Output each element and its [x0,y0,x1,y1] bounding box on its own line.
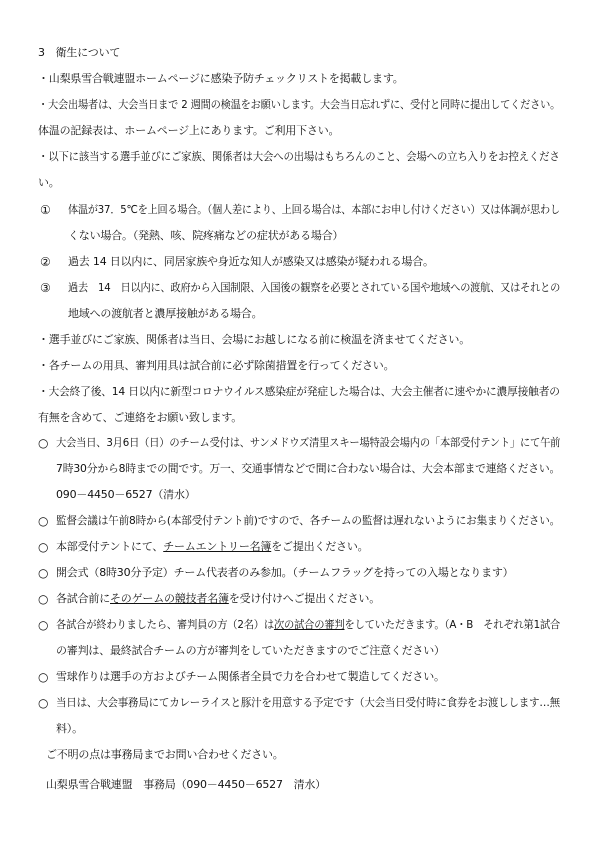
numbered-item-text: 過去 14 日以内に、政府から入国制限、入国後の観察を必要とされている国や地域への渡航、又はそれとの [68,281,561,294]
circle-item-text: 開会式（8時30分予定）チーム代表者のみ参加。（チームフラッグを持っての入場となります） [56,566,514,579]
bullet-line: ・以下に該当する選手並びにご家族、関係者は大会への出場はもちろんのこと、会場への立ち入りをお控えくださ [38,150,560,163]
circle-item-text [56,592,380,606]
circle-marker-icon: ○ [38,670,49,684]
bullet-line: 有無を含めて、ご連絡をお願い致します。 [38,411,243,424]
text-segment: 各試合が終わりましたら、審判員の方（2名）は [56,618,274,631]
bullet-line: ・各チームの用具、審判用具は試合前に必ず除菌措置を行ってください。 [38,359,395,372]
numbered-item-text: 体温が37．5℃を上回る場合。（個人差により、上回る場合は、本部にお申し付けください）又は体調が思わし [68,203,560,216]
circle-marker-icon: ○ [38,618,49,632]
bullet-line: い。 [38,176,60,189]
circle-marker-icon: ○ [38,514,49,528]
signature: 山梨県雪合戦連盟 事務局（090－4450－6527 清水） [46,778,326,791]
circle-marker-icon: ○ [38,566,49,580]
numbered-item-text: 地域への渡航者と濃厚接触がある場合。 [68,307,263,320]
section-heading: 3 衛生について [38,46,121,59]
text-segment: をしていただきます。（A・B それぞれ第1試合 [344,618,561,631]
circle-item-text: 7時30分から8時までの間です。万一、交通事情などで間に合わない場合は、大会本部まで連絡ください。 [56,462,561,475]
circle-item-text [56,618,560,632]
text-segment: 本部受付テントにて、 [56,540,164,553]
bullet-line: ・大会終了後、14 日以内に新型コロナウイルス感染症が発症した場合は、大会主催者に速やかに濃厚接触者の [38,385,560,398]
bullet-line: 体温の記録表は、ホームページ上にあります。ご利用下さい。 [38,124,340,137]
circle-marker-icon: ○ [38,436,49,450]
numbered-marker-3: ③ [40,281,51,295]
text-segment: をご提出ください。 [271,540,369,553]
numbered-item-text: くない場合。（発熱、咳、院疼痛などの症状がある場合） [68,229,344,242]
bullet-line: ・山梨県雪合戦連盟ホームページに感染予防チェックリストを掲載します。 [38,72,404,85]
circle-item-text: 料）。 [56,722,83,735]
closing-note: ご不明の点は事務局までお問い合わせください。 [46,748,284,761]
circle-item-text: 当日は、大会事務局にてカレーライスと豚汁を用意する予定です（大会当日受付時に食券をお渡しします…無 [56,696,560,709]
underlined-text: そのゲームの競技者名簿 [110,592,229,605]
numbered-item-text: 過去 14 日以内に、同居家族や身近な知人が感染又は感染が疑われる場合。 [68,255,434,268]
underlined-text: 次の試合の審判 [273,618,345,631]
circle-marker-icon: ○ [38,592,49,606]
circle-item-text: 監督会議は午前8時から(本部受付テント前)ですので、各チームの監督は遅れないようにお集まりください。 [56,514,561,527]
circle-item-text: の審判は、最終試合チームの方が審判をしていただきますのでご注意ください） [56,644,445,657]
numbered-marker-1: ① [40,203,51,217]
circle-item-text: 雪球作りは選手の方およびチーム関係者全員で力を合わせて製造してください。 [56,670,445,683]
circle-item-text [56,540,368,554]
text-segment: 各試合前に [56,592,110,605]
bullet-line: ・大会出場者は、大会当日まで 2 週間の検温をお願いします。大会当日忘れずに、受付と同時に提出してください。 [38,98,561,111]
circle-item-text: 大会当日、3月6日（日）のチーム受付は、サンメドウズ清里スキー場特設会場内の「本部受付テント」にて午前 [56,436,561,449]
bullet-line: ・選手並びにご家族、関係者は当日、会場にお越しになる前に検温を済ませてください。 [38,333,470,346]
circle-marker-icon: ○ [38,696,49,710]
text-segment: を受け付けへご提出ください。 [228,592,381,605]
circle-marker-icon: ○ [38,540,49,554]
numbered-marker-2: ② [40,255,51,269]
contact-phone: 090－4450－6527（清水） [56,488,196,501]
underlined-text: チームエントリー名簿 [163,540,272,553]
